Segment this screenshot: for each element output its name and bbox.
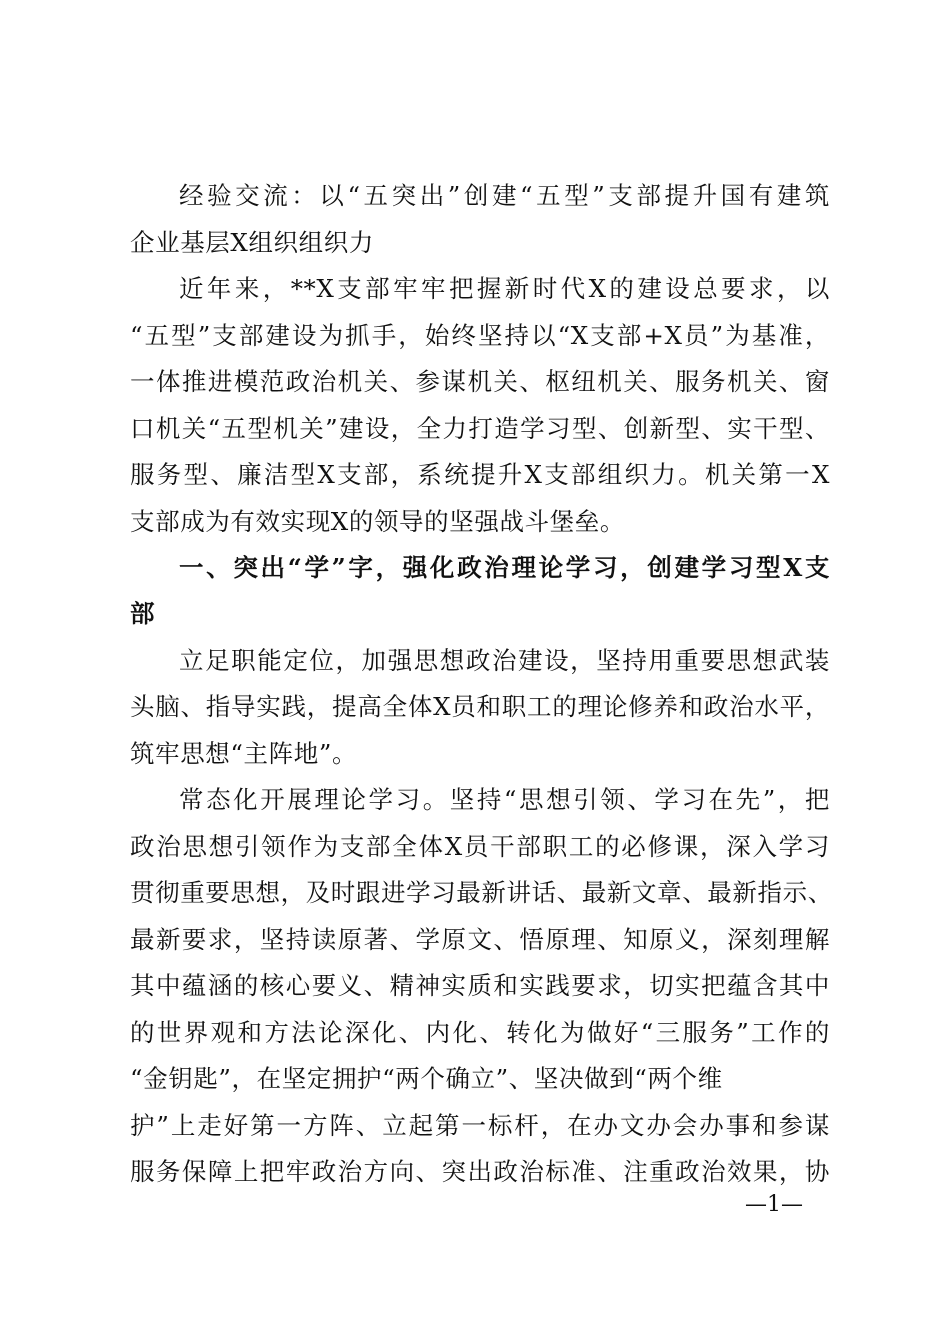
paragraph-line: “五型”支部建设为抓手，始终坚持以“X支部+X员”为基准， <box>130 321 830 350</box>
paragraph-line: 政治思想引领作为支部全体X员干部职工的必修课，深入学习 <box>130 832 830 861</box>
paragraph-line: 护”上走好第一方阵、立起第一标杆，在办文办会办事和参谋 <box>130 1111 830 1140</box>
paragraph-line: 口机关“五型机关”建设，全力打造学习型、创新型、实干型、 <box>130 414 830 443</box>
paragraph-line: 其中蕴涵的核心要义、精神实质和实践要求，切实把蕴含其中 <box>130 971 830 1000</box>
page-number: —1— <box>745 1192 803 1217</box>
paragraph-line: 近年来，**X支部牢牢把握新时代X的建设总要求，以 <box>179 274 830 303</box>
paragraph-line: 头脑、指导实践，提高全体X员和职工的理论修养和政治水平， <box>130 692 830 721</box>
title-line: 企业基层X组织组织力 <box>130 228 374 257</box>
paragraph-line: 贯彻重要思想，及时跟进学习最新讲话、最新文章、最新指示、 <box>130 878 833 907</box>
paragraph-line: 支部成为有效实现X的领导的坚强战斗堡垒。 <box>130 507 625 536</box>
paragraph-line: 常态化开展理论学习。坚持“思想引领、学习在先”，把 <box>179 785 830 814</box>
paragraph-line: 的世界观和方法论深化、内化、转化为做好“三服务”工作的 <box>130 1018 830 1047</box>
paragraph-line: 立足职能定位，加强思想政治建设，坚持用重要思想武装 <box>179 646 830 675</box>
paragraph-line: 筑牢思想“主阵地”。 <box>130 739 358 768</box>
paragraph-line: 最新要求，坚持读原著、学原文、悟原理、知原义，深刻理解 <box>130 925 830 954</box>
heading-line: 部 <box>130 599 156 628</box>
title-line: 经验交流：以“五突出”创建“五型”支部提升国有建筑 <box>179 181 830 210</box>
paragraph-line: 服务型、廉洁型X支部，系统提升X支部组织力。机关第一X <box>130 460 830 489</box>
paragraph-line: 一体推进模范政治机关、参谋机关、枢纽机关、服务机关、窗 <box>130 367 830 396</box>
heading-line: 一、突出“学”字，强化政治理论学习，创建学习型X支 <box>179 553 830 582</box>
paragraph-line: 服务保障上把牢政治方向、突出政治标准、注重政治效果，协 <box>130 1157 830 1186</box>
paragraph-line: “金钥匙”，在坚定拥护“两个确立”、坚决做到“两个维 <box>130 1064 723 1093</box>
